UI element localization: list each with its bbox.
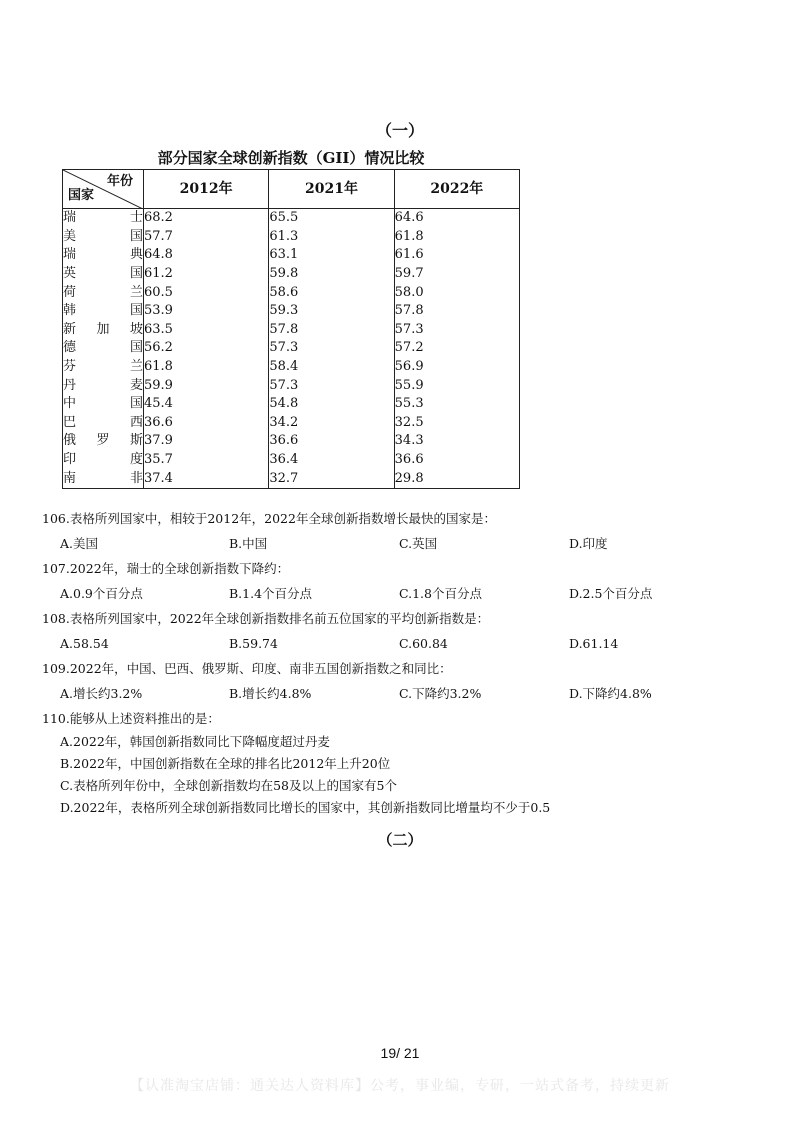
country-name: 南非 [63,470,143,486]
value-cell: 37.9 [144,432,269,451]
value-cell: 63.1 [269,246,394,265]
value-cell: 58.4 [269,358,394,377]
table-row [63,376,520,395]
value-cell: 36.6 [269,432,394,451]
value-cell: 57.3 [269,376,394,395]
value-cell: 64.6 [394,209,519,228]
table-row [63,265,520,284]
option-110-c[interactable]: C.表格所列年份中，全球创新指数均在58及以上的国家有5个 [60,778,397,793]
country-name: 瑞典 [63,247,143,263]
value-cell: 32.5 [394,414,519,433]
question-108: 108.表格所列国家中，2022年全球创新指数排名前五位国家的平均创新指数是： [42,611,490,626]
table-row [63,395,520,414]
question-106-options [60,535,762,552]
country-cell [63,432,144,451]
value-cell: 34.2 [269,414,394,433]
corner-year-label: 年份 [106,174,133,189]
column-header-2022: 2022年 [394,170,519,209]
value-cell: 57.8 [394,302,519,321]
value-cell: 36.6 [394,451,519,470]
value-cell: 29.8 [394,469,519,488]
country-name: 丹麦 [63,377,143,393]
country-cell [63,209,144,228]
table-row [63,302,520,321]
section-two-title: （二） [377,831,423,849]
value-cell: 59.7 [394,265,519,284]
value-cell: 53.9 [144,302,269,321]
value-cell: 45.4 [144,395,269,414]
value-cell: 56.9 [394,358,519,377]
value-cell: 59.3 [269,302,394,321]
value-cell: 64.8 [144,246,269,265]
country-cell [63,469,144,488]
value-cell: 57.3 [269,339,394,358]
value-cell: 57.7 [144,228,269,247]
option-108-a[interactable]: A.58.54 [60,636,109,651]
option-107-a[interactable]: A.0.9个百分点 [60,586,143,601]
value-cell: 35.7 [144,451,269,470]
option-106-d[interactable]: D.印度 [569,536,608,551]
country-name: 韩国 [63,303,143,319]
question-110: 110.能够从上述资料推出的是： [42,711,220,726]
corner-country-label: 国家 [68,188,95,203]
value-cell: 59.9 [144,376,269,395]
value-cell: 58.6 [269,283,394,302]
country-name: 芬兰 [63,359,143,375]
question-107-options [60,585,762,602]
option-109-a[interactable]: A.增长约3.2% [60,686,143,701]
table-row [63,283,520,302]
value-cell: 36.4 [269,451,394,470]
table-row [63,339,520,358]
option-107-b[interactable]: B.1.4个百分点 [229,586,313,601]
column-header-2012: 2012年 [144,170,269,209]
country-cell [63,283,144,302]
value-cell: 61.8 [394,228,519,247]
gii-table [62,169,520,489]
option-106-b[interactable]: B.中国 [229,536,268,551]
option-106-a[interactable]: A.美国 [60,536,99,551]
watermark-text: 【认准淘宝店铺：通关达人资料库】公考，事业编，专研，一站式备考，持续更新 [130,1078,670,1094]
country-name: 新加坡 [63,321,143,337]
value-cell: 55.9 [394,376,519,395]
country-name: 荷兰 [63,284,143,300]
option-110-b[interactable]: B.2022年，中国创新指数在全球的排名比2012年上升20位 [60,756,391,771]
value-cell: 61.3 [269,228,394,247]
section-one-title: （一） [375,121,424,140]
question-109-options [60,685,762,702]
value-cell: 61.6 [394,246,519,265]
question-109: 109.2022年，中国、巴西、俄罗斯、印度、南非五国创新指数之和同比： [42,661,452,676]
country-cell [63,321,144,340]
page-number: 19/ 21 [380,1045,420,1061]
value-cell: 61.8 [144,358,269,377]
value-cell: 57.2 [394,339,519,358]
country-cell [63,228,144,247]
value-cell: 58.0 [394,283,519,302]
country-cell [63,246,144,265]
table-row [63,432,520,451]
option-110-d[interactable]: D.2022年，表格所列全球创新指数同比增长的国家中，其创新指数同比增量均不少于0.5 [60,800,551,815]
table-row [63,451,520,470]
table-header-row [63,170,520,209]
value-cell: 61.2 [144,265,269,284]
value-cell: 34.3 [394,432,519,451]
value-cell: 63.5 [144,321,269,340]
option-110-a[interactable]: A.2022年，韩国创新指数同比下降幅度超过丹麦 [60,734,330,749]
value-cell: 54.8 [269,395,394,414]
column-header-2021: 2021年 [269,170,394,209]
country-cell [63,265,144,284]
table-title: 部分国家全球创新指数（GII）情况比较 [157,149,425,167]
value-cell: 32.7 [269,469,394,488]
table-row [63,246,520,265]
option-108-c[interactable]: C.60.84 [399,636,448,651]
question-106: 106.表格所列国家中，相较于2012年，2022年全球创新指数增长最快的国家是： [42,511,496,526]
country-cell [63,451,144,470]
option-109-c[interactable]: C.下降约3.2% [399,686,482,701]
value-cell: 55.3 [394,395,519,414]
option-109-b[interactable]: B.增长约4.8% [229,686,312,701]
value-cell: 36.6 [144,414,269,433]
table-row [63,321,520,340]
country-name: 德国 [63,340,143,356]
question-107: 107.2022年，瑞士的全球创新指数下降约： [42,561,290,576]
option-108-d[interactable]: D.61.14 [569,636,619,651]
value-cell: 57.8 [269,321,394,340]
corner-header-cell [63,170,144,209]
country-name: 美国 [63,228,143,244]
table-row [63,228,520,247]
country-name: 瑞士 [63,210,143,226]
value-cell: 65.5 [269,209,394,228]
value-cell: 59.8 [269,265,394,284]
country-cell [63,302,144,321]
option-108-b[interactable]: B.59.74 [229,636,278,651]
country-cell [63,339,144,358]
value-cell: 37.4 [144,469,269,488]
value-cell: 56.2 [144,339,269,358]
country-cell [63,395,144,414]
country-name: 中国 [63,396,143,412]
table-row [63,414,520,433]
country-name: 英国 [63,266,143,282]
table-row [63,209,520,228]
option-109-d[interactable]: D.下降约4.8% [569,686,652,701]
questions-block [42,510,762,821]
option-107-c[interactable]: C.1.8个百分点 [399,586,482,601]
country-cell [63,414,144,433]
country-name: 巴西 [63,414,143,430]
value-cell: 57.3 [394,321,519,340]
country-cell [63,376,144,395]
value-cell: 60.5 [144,283,269,302]
value-cell: 68.2 [144,209,269,228]
table-row [63,358,520,377]
country-name: 印度 [63,452,143,468]
country-name: 俄罗斯 [63,433,143,449]
option-106-c[interactable]: C.英国 [399,536,438,551]
table-row [63,469,520,488]
option-107-d[interactable]: D.2.5个百分点 [569,586,653,601]
country-cell [63,358,144,377]
question-108-options [60,635,762,652]
